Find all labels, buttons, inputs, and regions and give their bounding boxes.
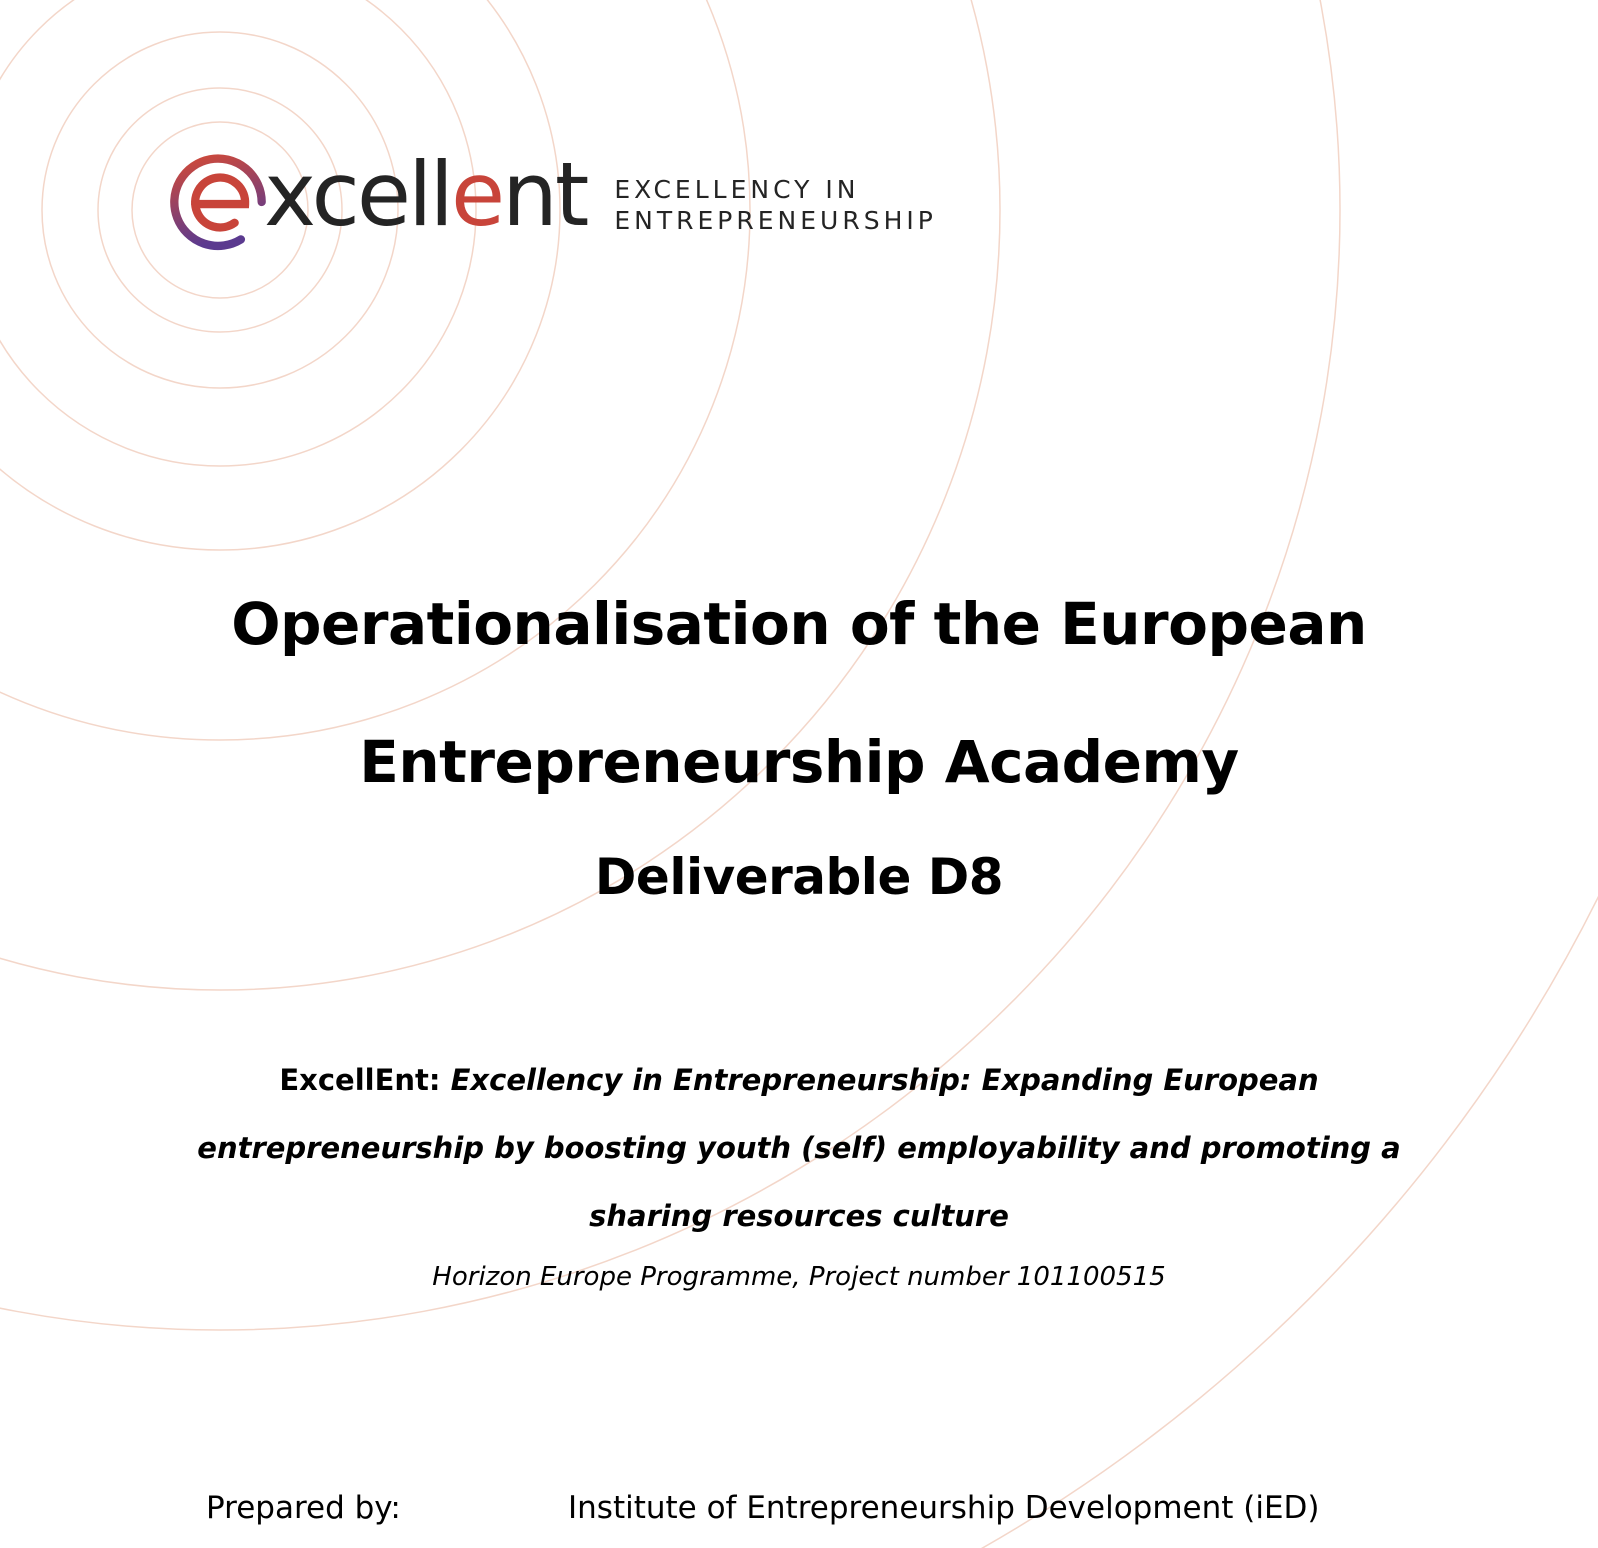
project-name-part-1: Excellency in Entrepreneurship: Expanding European (450, 1063, 1319, 1097)
programme-info: Horizon Europe Programme, Project number 101100515 (432, 1262, 1166, 1292)
project-name-part-3: sharing resources culture (589, 1199, 1009, 1233)
logo-tagline (614, 174, 936, 236)
document-title (0, 555, 1598, 831)
project-line-3 (0, 1182, 1598, 1250)
project-name-part-2: entrepreneurship by boosting youth (self) employability and promoting a (197, 1131, 1401, 1165)
prepared-by-label: Prepared by: (206, 1490, 401, 1526)
project-description (0, 1046, 1598, 1250)
logo-tagline-line1: EXCELLENCY IN (614, 175, 860, 204)
logo-wordmark: xcellent (264, 143, 587, 246)
title-line-2: Entrepreneurship Academy (359, 728, 1239, 796)
excellent-e-logo-icon (166, 150, 270, 254)
project-line-2 (0, 1114, 1598, 1182)
project-acronym: ExcellEnt: (279, 1063, 441, 1097)
logo-tagline-line2: ENTREPRENEURSHIP (614, 206, 937, 235)
excellent-logo (166, 143, 937, 258)
project-line-1 (0, 1046, 1598, 1114)
title-line-1: Operationalisation of the European (231, 590, 1367, 658)
prepared-by-value: Institute of Entrepreneurship Development (iED) (568, 1490, 1320, 1526)
deliverable-label: Deliverable D8 (594, 848, 1004, 906)
